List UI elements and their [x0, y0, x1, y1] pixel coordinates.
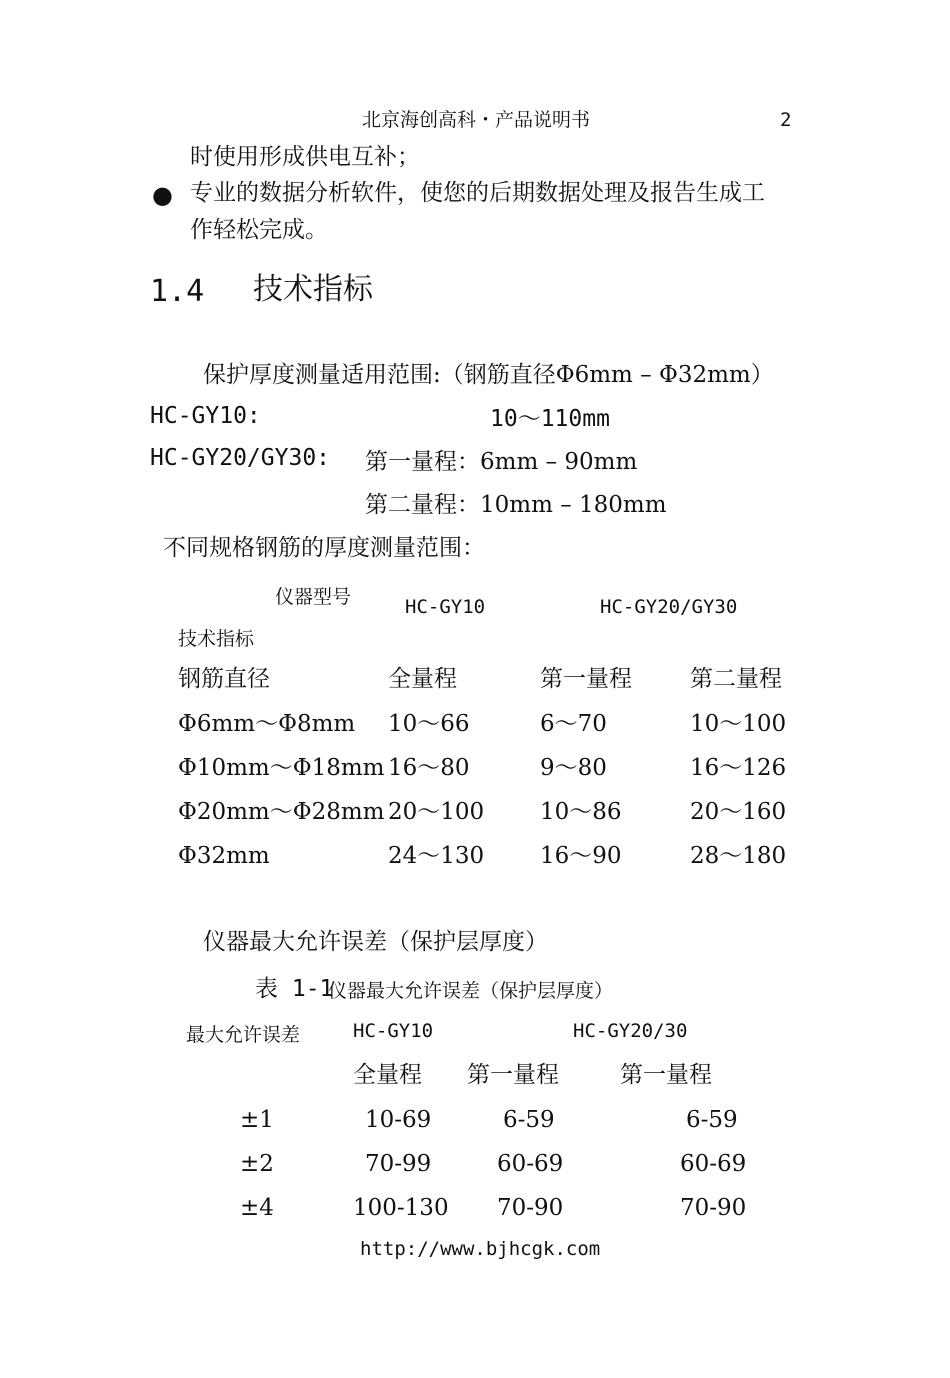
table1-col-full-range: 全量程 — [388, 666, 457, 692]
table1-col-range1: 第一量程 — [540, 666, 632, 692]
table2-caption-text: 仪器最大允许误差（保护层厚度） — [328, 980, 614, 1002]
bullet-text-line2: 作轻松完成。 — [190, 217, 328, 243]
table2-col-full-range: 全量程 — [353, 1062, 422, 1088]
footer-url[interactable]: http://www.bjhcgk.com — [360, 1238, 601, 1260]
table1-cell: 16～126 — [690, 755, 787, 781]
table2-cell: 60-69 — [680, 1151, 747, 1177]
table1-caption: 不同规格钢筋的厚度测量范围： — [163, 535, 485, 561]
table2-caption-number: 表 1-1 — [255, 976, 334, 1002]
section-number: 1.4 — [150, 274, 205, 309]
table1-cell: Φ6mm～Φ8mm — [178, 711, 356, 737]
table1-cell: 20～160 — [690, 799, 787, 825]
table2-cell: 70-99 — [365, 1151, 432, 1177]
table1-corner-bottom: 技术指标 — [178, 628, 255, 650]
range-first: 第一量程：6mm – 90mm — [365, 449, 638, 475]
table1-cell: 20～100 — [388, 799, 485, 825]
table1-cell: 24～130 — [388, 843, 485, 869]
table1-corner-top: 仪器型号 — [275, 586, 352, 608]
table1-cell: 9～80 — [540, 755, 607, 781]
table2-cell: 10-69 — [365, 1107, 432, 1133]
table1-cell: 6～70 — [540, 711, 607, 737]
section-title: 技术指标 — [253, 272, 373, 307]
table1-cell: 16～90 — [540, 843, 622, 869]
table1-cell: 16～80 — [388, 755, 470, 781]
table2-heading: 仪器最大允许误差（保护层厚度） — [203, 929, 548, 955]
table1-cell: 28～180 — [690, 843, 787, 869]
table2-cell: 60-69 — [497, 1151, 564, 1177]
table2-cell: 6-59 — [503, 1107, 555, 1133]
model-gy10-label: HC-GY10: — [150, 403, 261, 429]
table2-cell: 100-130 — [353, 1195, 449, 1221]
table2-model-gy10: HC-GY10 — [353, 1020, 434, 1042]
table2-cell: 70-90 — [497, 1195, 564, 1221]
table2-corner: 最大允许误差 — [186, 1024, 301, 1046]
table2-cell: ±2 — [240, 1151, 274, 1177]
table2-cell: 6-59 — [686, 1107, 738, 1133]
table1-cell: 10～66 — [388, 711, 470, 737]
table2-cell: ±1 — [240, 1107, 274, 1133]
table2-model-gy2030: HC-GY20/30 — [573, 1020, 688, 1042]
table1-cell: Φ10mm～Φ18mm — [178, 755, 385, 781]
table2-cell: ±4 — [240, 1195, 274, 1221]
table1-col-range2: 第二量程 — [690, 666, 782, 692]
table1-cell: 10～100 — [690, 711, 787, 737]
range-heading: 保护厚度测量适用范围:（钢筋直径Φ6mm – Φ32mm） — [203, 362, 774, 388]
model-gy10-range: 10～110mm — [490, 406, 610, 432]
intro-line: 时使用形成供电互补； — [190, 144, 420, 170]
header-title: 北京海创高科・产品说明书 — [362, 109, 591, 131]
page-number: 2 — [780, 109, 792, 131]
table1-model-gy2030: HC-GY20/GY30 — [600, 596, 738, 618]
table1-cell: Φ20mm～Φ28mm — [178, 799, 385, 825]
table2-cell: 70-90 — [680, 1195, 747, 1221]
range-second: 第二量程：10mm – 180mm — [365, 492, 667, 518]
table1-cell: Φ32mm — [178, 843, 270, 869]
table1-model-gy10: HC-GY10 — [405, 596, 486, 618]
table1-col-diameter: 钢筋直径 — [178, 666, 270, 692]
bullet-icon: ● — [152, 181, 173, 209]
table2-col-range1: 第一量程 — [467, 1062, 559, 1088]
bullet-text-line1: 专业的数据分析软件，使您的后期数据处理及报告生成工 — [190, 180, 765, 206]
table1-cell: 10～86 — [540, 799, 622, 825]
table2-col-range2: 第一量程 — [620, 1062, 712, 1088]
model-gy2030-label: HC-GY20/GY30: — [150, 445, 331, 471]
